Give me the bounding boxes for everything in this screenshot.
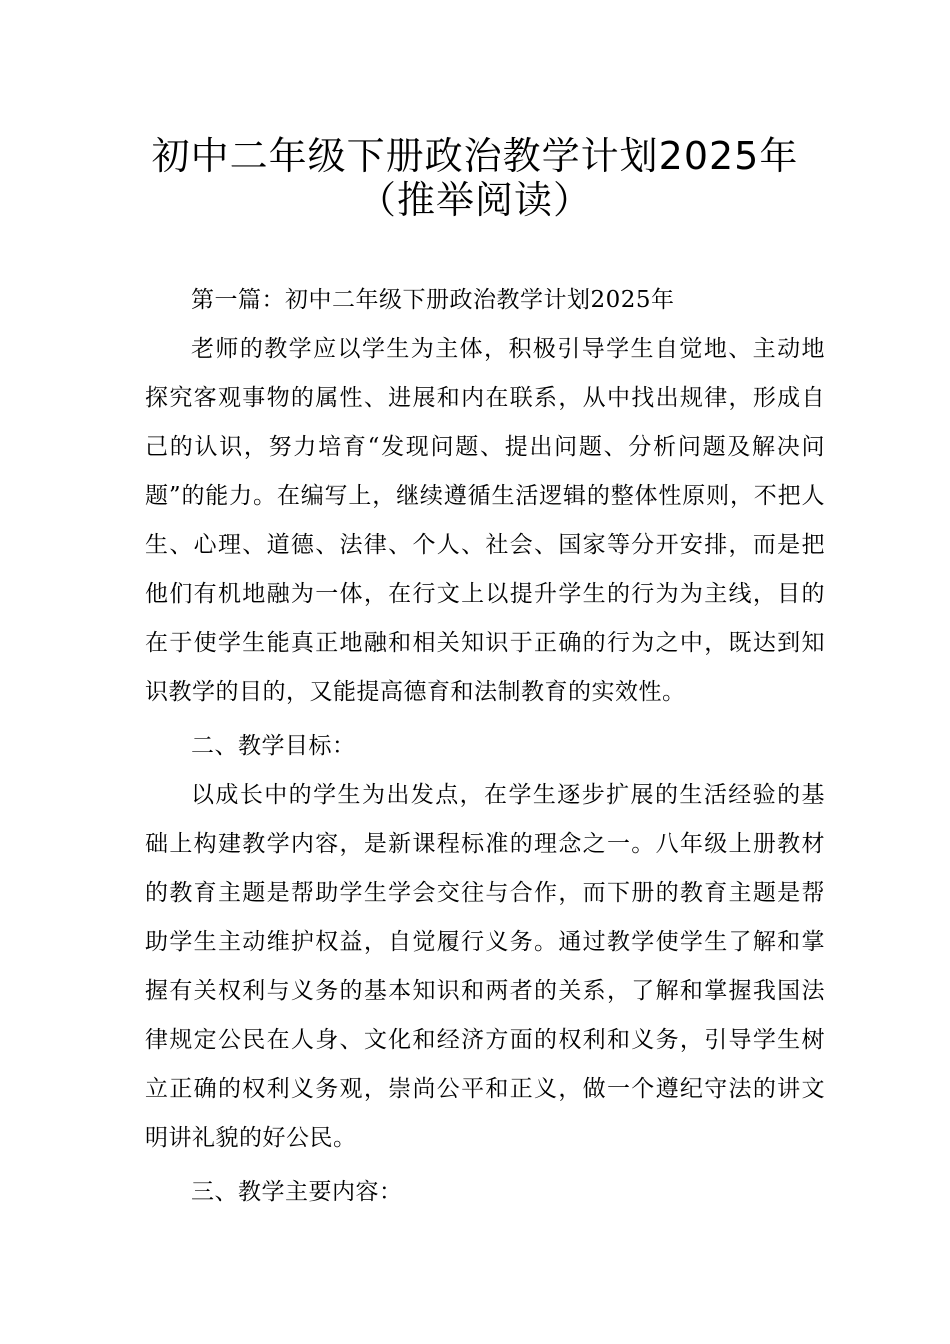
paragraph-objectives: 以成长中的学生为出发点，在学生逐步扩展的生活经验的基础上构建教学内容，是新课程标准的理念之一。八年级上册教材的教育主题是帮助学生学会交往与合作，而下册的教育主题是帮助学生主动维护权益，自觉履行义务。通过教学使学生了解和掌握有关权利与义务的基本知识和两者的关系，了解和掌握我国法律规定公民在人身、文化和经济方面的权利和义务，引导学生树立正确的权利义务观，崇尚公平和正义，做一个遵纪守法的讲文明讲礼貌的好公民。 <box>145 782 825 1151</box>
section-heading-objectives: 二、教学目标： <box>191 733 356 759</box>
document-title-line2: （推举阅读） <box>357 178 592 222</box>
document-body-section3 <box>145 1168 825 1217</box>
section-subtitle: 第一篇：初中二年级下册政治教学计划2025年 <box>191 287 675 313</box>
document-title-line1: 初中二年级下册政治教学计划2025年 <box>151 134 799 178</box>
document-body-section1 <box>145 276 825 717</box>
section-heading-content: 三、教学主要内容： <box>191 1179 403 1205</box>
document-body-section2 <box>145 722 825 1163</box>
paragraph-intro: 老师的教学应以学生为主体，积极引导学生自觉地、主动地探究客观事物的属性、进展和内在联系，从中找出规律，形成自己的认识，努力培育“发现问题、提出问题、分析问题及解决问题”的能力。在编写上，继续遵循生活逻辑的整体性原则，不把人生、心理、道德、法律、个人、社会、国家等分开安排，而是把他们有机地融为一体，在行文上以提升学生的行为为主线，目的在于使学生能真正地融和相关知识于正确的行为之中，既达到知识教学的目的，又能提高德育和法制教育的实效性。 <box>145 336 825 705</box>
